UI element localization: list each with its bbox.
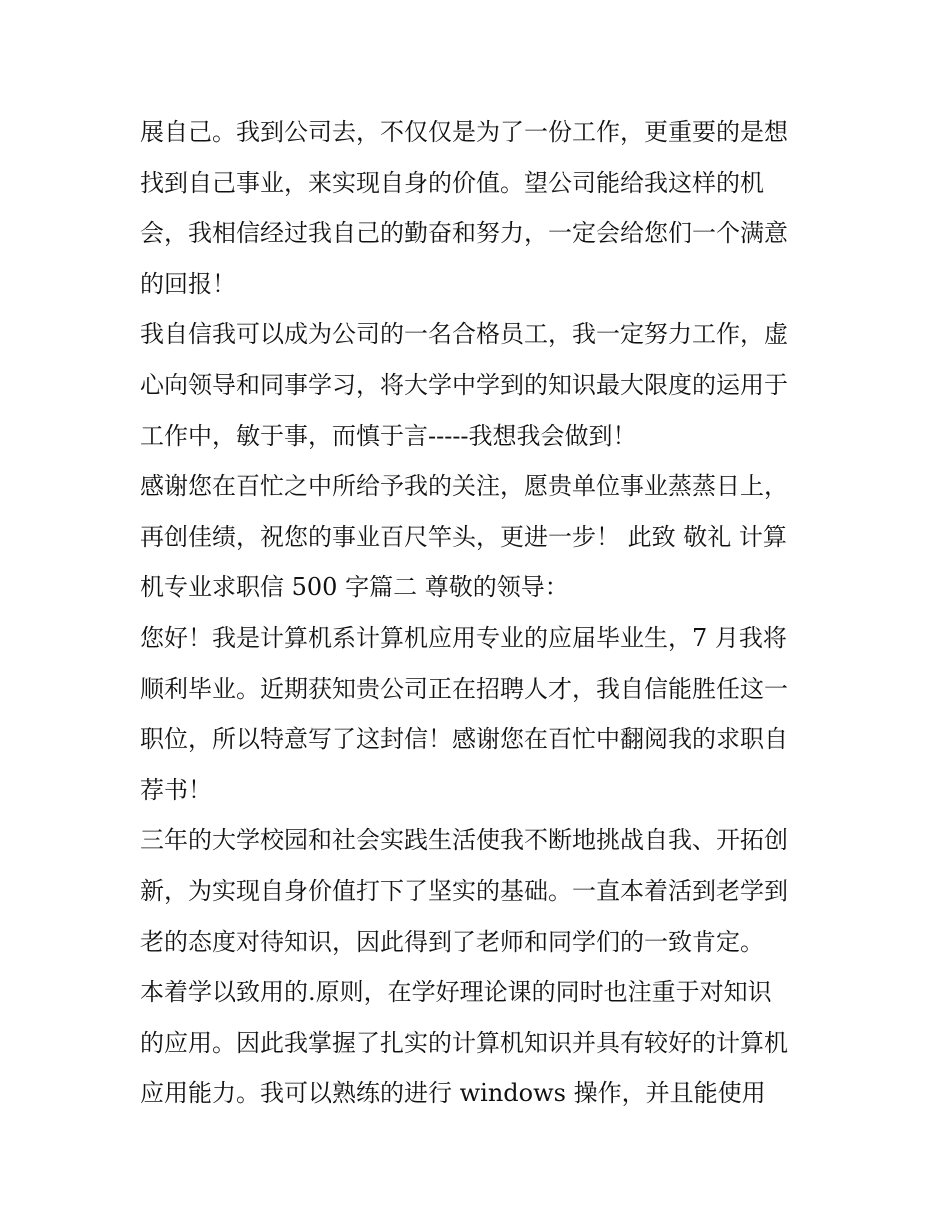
text-line: 心向领导和同事学习，将大学中学到的知识最大限度的运用于 (140, 370, 788, 399)
text-line: 职位，所以特意写了这封信！感谢您在百忙中翻阅我的求职自 (140, 725, 788, 754)
text-line: 荐书！ (140, 775, 212, 804)
text-line: 再创佳绩，祝您的事业百尺竿头，更进一步！ 此致 敬礼 计算 (140, 522, 787, 551)
letter-body (140, 107, 820, 1119)
text-line: 感谢您在百忙之中所给予我的关注，愿贵单位事业蒸蒸日上， (140, 472, 788, 501)
text-line: 展自己。我到公司去，不仅仅是为了一份工作，更重要的是想 (140, 118, 788, 146)
text-line: 会，我相信经过我自己的勤奋和努力，一定会给您们一个满意 (140, 219, 788, 248)
text-line: 的应用。因此我掌握了扎实的计算机知识并具有较好的计算机 (140, 1028, 788, 1057)
text-line: 找到自己事业，来实现自身的价值。望公司能给我这样的机 (140, 168, 764, 197)
text-line: 应用能力。我可以熟练的进行 windows 操作，并且能使用 (140, 1079, 766, 1108)
text-line: 老的态度对待知识，因此得到了老师和同学们的一致肯定。 (140, 927, 764, 956)
text-line: 工作中，敏于事，而慎于言-----我想我会做到！ (140, 421, 637, 450)
text-line: 顺利毕业。近期获知贵公司正在招聘人才，我自信能胜任这一 (140, 674, 788, 703)
text-line: 新，为实现自身价值打下了坚实的基础。一直本着活到老学到 (140, 876, 788, 905)
text-line: 三年的大学校园和社会实践生活使我不断地挑战自我、开拓创 (140, 826, 788, 855)
text-line: 我自信我可以成为公司的一名合格员工，我一定努力工作，虚 (140, 320, 788, 349)
text-line: 的回报！ (140, 269, 236, 298)
text-line: 您好！我是计算机系计算机应用专业的应届毕业生，7 月我将 (140, 623, 787, 652)
text-line: 机专业求职信 500 字篇二 尊敬的领导： (140, 573, 569, 602)
text-line: 本着学以致用的.原则，在学好理论课的同时也注重于对知识 (140, 978, 772, 1007)
